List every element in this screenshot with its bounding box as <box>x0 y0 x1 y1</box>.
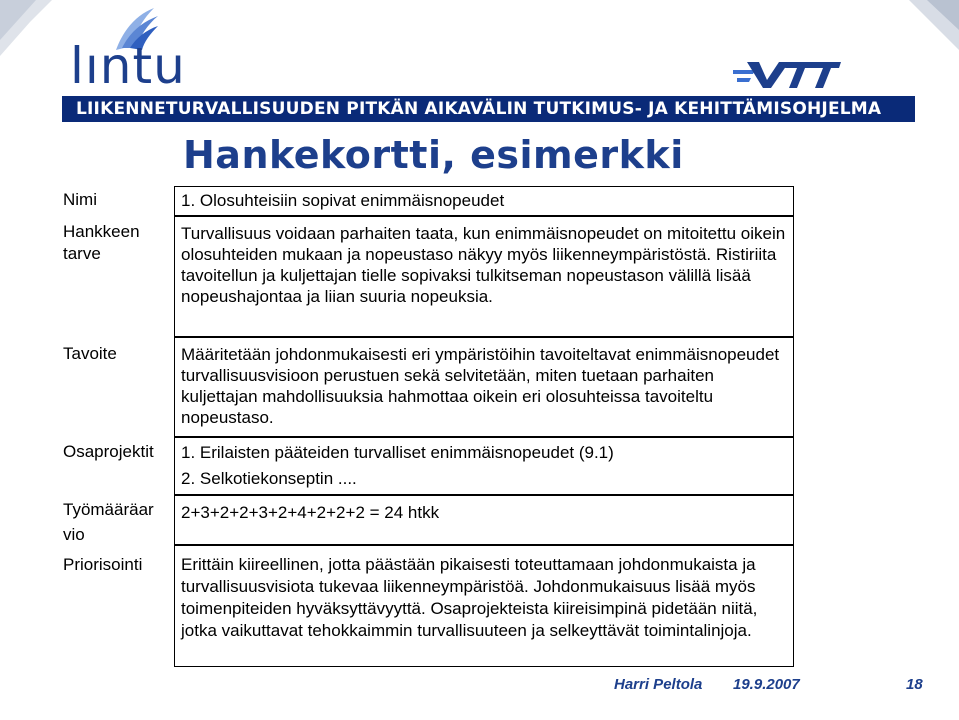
banner-text: LIIKENNETURVALLISUUDEN PITKÄN AIKAVÄLIN TUTKIMUS- JA KEHITTÄMISOHJELMA <box>76 99 882 119</box>
subproject-item-1: 1. Erilaisten pääteiden turvalliset enimmäisnopeudet (9.1) <box>181 443 614 462</box>
footer-date: 19.9.2007 <box>733 676 800 693</box>
subproject-item-2: 2. Selkotiekonseptin .... <box>181 469 357 488</box>
value-priorisointi <box>174 545 794 667</box>
corner-decoration <box>909 0 959 50</box>
footer-author: Harri Peltola <box>614 676 703 693</box>
footer-page-number: 18 <box>906 676 923 693</box>
label-tarve-line2: tarve <box>63 244 101 263</box>
value-tavoite-text: Määritetään johdonmukaisesti eri ympäristöihin tavoiteltavat enimmäisnopeudet turvallisuusvisioon perustuen sekä selvitetään, miten tuetaan parhaiten kuljettajan mahdollisuuksia hahmottaa oikein eri olosuhteissa tavoiteltu nopeustaso. <box>181 345 780 427</box>
label-tarve-line1: Hankkeen <box>63 222 140 241</box>
logo-text: lıntu <box>70 37 186 95</box>
label-tyomaara-line1: Työmääräar <box>63 500 154 519</box>
vtt-logo <box>733 58 843 90</box>
value-tavoite <box>174 337 794 437</box>
label-priorisointi: Priorisointi <box>63 555 143 574</box>
label-osaprojektit: Osaprojektit <box>63 442 154 461</box>
label-tavoite: Tavoite <box>63 344 117 363</box>
value-tarve-text: Turvallisuus voidaan parhaiten taata, kun enimmäisnopeudet on mitoitettu oikein olosuhteiden mukaan ja nopeustaso näkyy myös liikenneympäristöstä. Ristiriita tavoitellun ja kuljettajan tielle sopivaksi tulkitseman nopeustason välillä lisää nopeushajontaa ja liian suuria nopeuksia. <box>181 224 786 306</box>
value-osaprojektit <box>174 437 794 495</box>
corner-decoration <box>0 0 52 60</box>
label-tarve <box>63 221 140 265</box>
page-title: Hankekortti, esimerkki <box>183 133 684 177</box>
value-priorisointi-text: Erittäin kiireellinen, jotta päästään pikaisesti toteuttamaan johdonmukaista ja turvallisuusvisiota tukevaa liikenneympäristöä. Johdonmukaisuus lisää myös toimenpiteiden hyväksyttävyyttä. Osaprojekteista kiireisimpinä pidetään niitä, jotka vaikuttavat tehokkaimmin turvallisuuteen ja selkeyttävät toimintalinjoja. <box>181 555 758 640</box>
value-nimi: 1. Olosuhteisiin sopivat enimmäisnopeudet <box>174 186 794 216</box>
label-tyomaara-line2: vio <box>63 525 85 544</box>
label-tyomaara <box>63 499 154 546</box>
program-banner <box>62 96 915 122</box>
value-tyomaara: 2+3+2+2+3+2+4+2+2+2 = 24 htkk <box>174 495 794 545</box>
value-tarve <box>174 216 794 337</box>
label-nimi: Nimi <box>63 190 97 209</box>
